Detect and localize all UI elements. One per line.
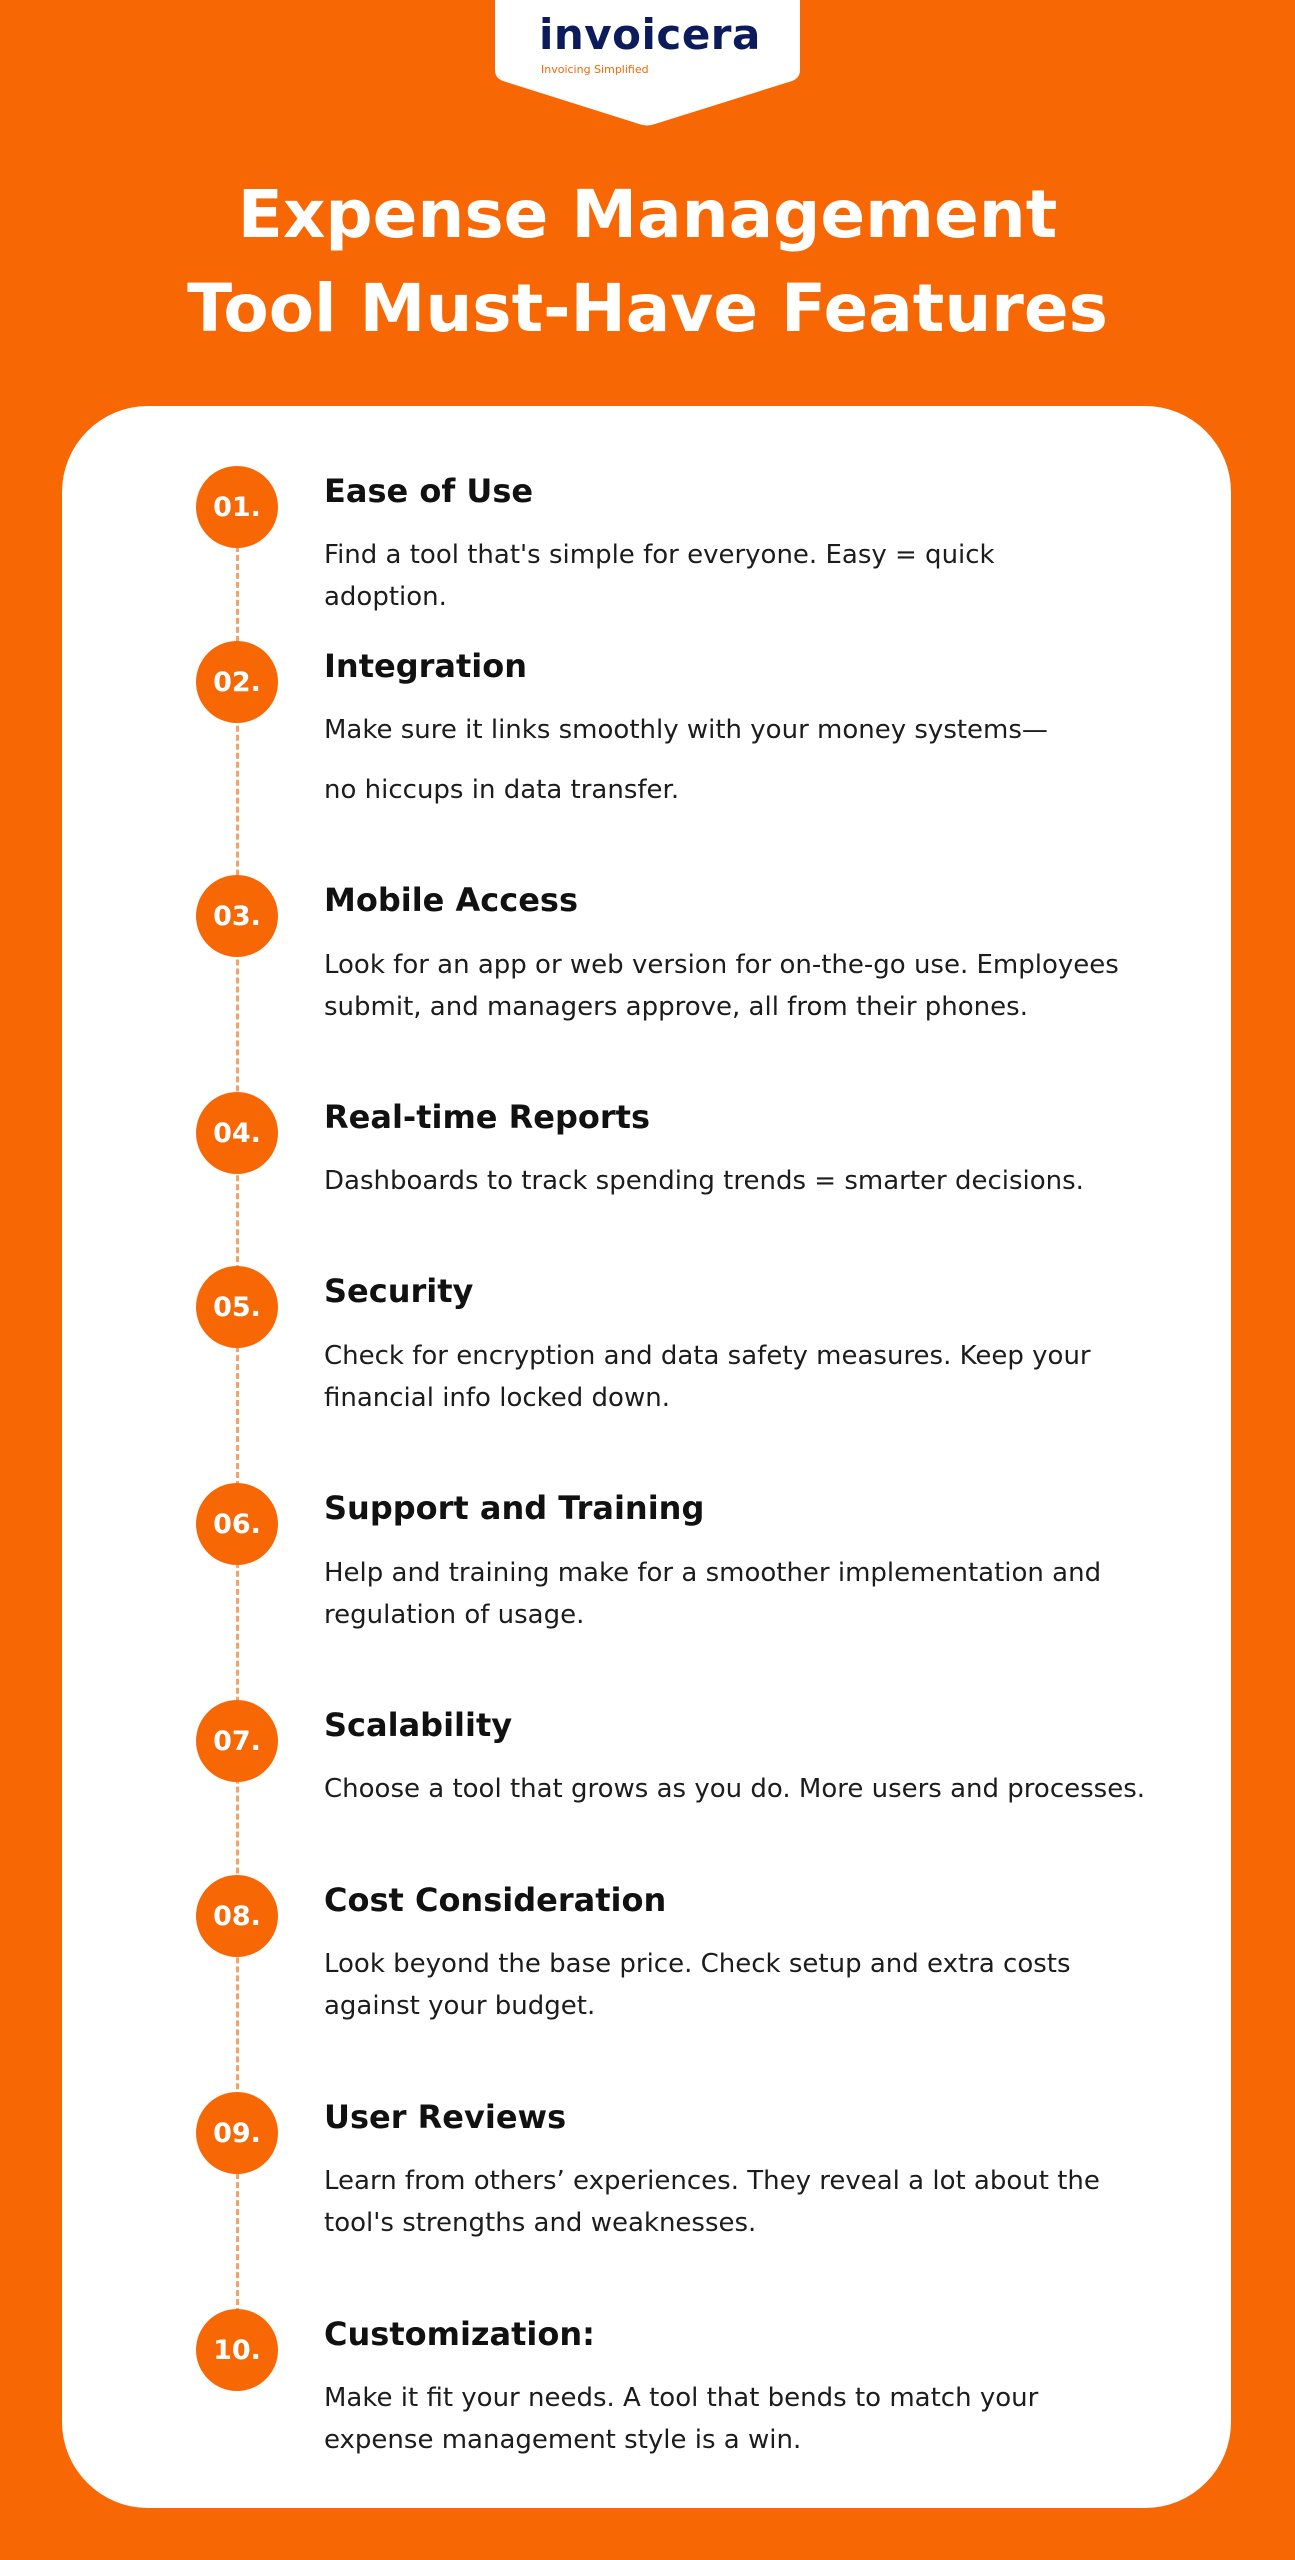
feature-number-badge: 03. bbox=[196, 875, 278, 957]
feature-title: Real-time Reports bbox=[324, 1098, 650, 1136]
feature-title: Customization: bbox=[324, 2315, 595, 2353]
feature-number-badge: 01. bbox=[196, 466, 278, 548]
feature-description bbox=[324, 700, 1184, 820]
feature-title: Support and Training bbox=[324, 1489, 705, 1527]
feature-description: Look for an app or web version for on-the-go use. Employees submit, and managers approve, all from their phones. bbox=[324, 950, 1119, 1022]
logo-tab bbox=[495, 0, 800, 126]
feature-title: Integration bbox=[324, 647, 527, 685]
feature-description-line2: no hiccups in data transfer. bbox=[324, 775, 680, 805]
feature-title: Cost Consideration bbox=[324, 1881, 667, 1919]
feature-number-badge: 09. bbox=[196, 2092, 278, 2174]
feature-description: Learn from others’ experiences. They reveal a lot about the tool's strengths and weaknesses. bbox=[324, 2166, 1100, 2238]
feature-description: Make it fit your needs. A tool that bends to match your expense management style is a win. bbox=[324, 2383, 1039, 2455]
feature-description-line1: Make sure it links smoothly with your money systems— bbox=[324, 715, 1048, 745]
feature-title: Ease of Use bbox=[324, 472, 534, 510]
feature-description: Check for encryption and data safety measures. Keep your financial info locked down. bbox=[324, 1341, 1091, 1413]
page-title-line2: Tool Must-Have Features bbox=[187, 270, 1108, 347]
feature-number-badge: 08. bbox=[196, 1875, 278, 1957]
feature-description: Choose a tool that grows as you do. More users and processes. bbox=[324, 1774, 1146, 1804]
feature-number-badge: 05. bbox=[196, 1266, 278, 1348]
feature-description: Dashboards to track spending trends = smarter decisions. bbox=[324, 1166, 1084, 1196]
page-title-line1: Expense Management bbox=[237, 176, 1058, 253]
feature-title: Security bbox=[324, 1272, 474, 1310]
feature-number-badge: 04. bbox=[196, 1092, 278, 1174]
feature-description: Help and training make for a smoother implementation and regulation of usage. bbox=[324, 1558, 1102, 1630]
feature-description: Find a tool that's simple for everyone. Easy = quick adoption. bbox=[324, 540, 995, 612]
feature-number-badge: 02. bbox=[196, 641, 278, 723]
feature-number-badge: 06. bbox=[196, 1483, 278, 1565]
feature-title: User Reviews bbox=[324, 2098, 567, 2136]
feature-title: Mobile Access bbox=[324, 881, 579, 919]
timeline-dashed-line bbox=[236, 510, 239, 2350]
feature-number-badge: 07. bbox=[196, 1700, 278, 1782]
brand-tagline: Invoicing Simplified bbox=[541, 63, 649, 76]
feature-description: Look beyond the base price. Check setup and extra costs against your budget. bbox=[324, 1949, 1071, 2021]
brand-logo: invoicera bbox=[539, 10, 761, 59]
feature-number-badge: 10. bbox=[196, 2309, 278, 2391]
page-title bbox=[0, 168, 1295, 356]
feature-title: Scalability bbox=[324, 1706, 513, 1744]
